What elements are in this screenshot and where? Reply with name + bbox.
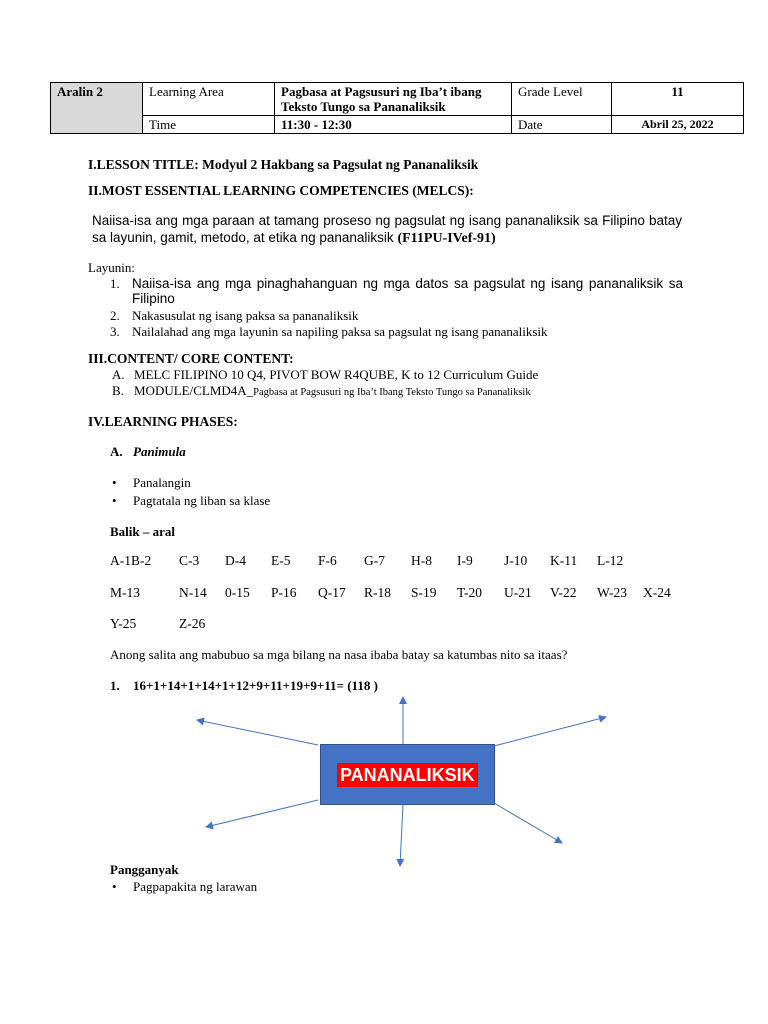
content-item-number: A. xyxy=(112,367,125,382)
list-text: Naiisa-isa ang mga pinaghahanguan ng mga datos sa pagsulat ng isang pananaliksik sa Filipino xyxy=(132,276,683,306)
arrow-upper-right xyxy=(494,717,606,746)
melcs-heading: II.MOST ESSENTIAL LEARNING COMPETENCIES (MELCS): xyxy=(88,183,474,198)
bullet-icon: • xyxy=(112,879,117,894)
arrow-lower-right xyxy=(494,803,562,843)
code-item: C-3 xyxy=(179,553,200,568)
code-item: U-21 xyxy=(504,585,532,600)
list-number: 3. xyxy=(110,324,120,339)
list-text: Nailalahad ang mga layunin sa napiling paksa sa pagsulat ng isang pananaliksik xyxy=(132,324,548,339)
code-item: T-20 xyxy=(457,585,483,600)
module-code: MODULE/CLMD4A_ xyxy=(134,383,254,398)
bullet-icon: • xyxy=(112,475,117,490)
bullet-text: Pagpapakita ng larawan xyxy=(133,879,258,894)
arrow-lower-left xyxy=(206,800,318,827)
code-item: E-5 xyxy=(271,553,291,568)
code-item: R-18 xyxy=(364,585,391,600)
code-item: H-8 xyxy=(411,553,432,568)
bullet-text: Panalangin xyxy=(133,475,191,490)
layunin-label: Layunin: xyxy=(88,260,135,275)
code-item: A-1B-2 xyxy=(110,553,152,568)
equation-text: 16+1+14+1+14+1+12+9+11+19+9+11= (118 ) xyxy=(133,678,378,693)
pangganyak-label: Pangganyak xyxy=(110,862,179,877)
bullet-icon: • xyxy=(112,493,117,508)
code-item: G-7 xyxy=(364,553,385,568)
content-heading: III.CONTENT/ CORE CONTENT: xyxy=(88,351,294,366)
arrow-upper-left xyxy=(197,720,318,745)
code-item: Y-25 xyxy=(110,616,137,631)
arrow-down xyxy=(400,804,403,866)
center-word-box xyxy=(320,744,495,805)
date-value: Abril 25, 2022 xyxy=(612,116,744,134)
time-label: Time xyxy=(143,116,275,134)
learning-area-label: Learning Area xyxy=(143,83,275,116)
code-item: D-4 xyxy=(225,553,246,568)
melcs-code: (F11PU-IVef-91) xyxy=(397,231,496,246)
lesson-title: I.LESSON TITLE: Modyul 2 Hakbang sa Pagsulat ng Pananaliksik xyxy=(88,157,479,172)
melcs-description: Naiisa-isa ang mga paraan at tamang proseso ng pagsulat ng isang pananaliksik sa Filipino batay sa layunin, gamit, metodo, at etika ng pananaliksik xyxy=(92,213,682,245)
module-title: Pagbasa at Pagsusuri ng Iba’t Ibang Teksto Tungo sa Pananaliksik xyxy=(253,387,531,398)
code-item: F-6 xyxy=(318,553,337,568)
code-item: M-13 xyxy=(110,585,140,600)
code-item: K-11 xyxy=(550,553,578,568)
equation-number: 1. xyxy=(110,678,120,693)
list-text: Nakasusulat ng isang paksa sa pananaliksik xyxy=(132,308,359,323)
question-text: Anong salita ang mabubuo sa mga bilang na nasa ibaba batay sa katumbas nito sa itaas? xyxy=(110,647,568,662)
code-item: I-9 xyxy=(457,553,473,568)
code-item: Z-26 xyxy=(179,616,206,631)
list-number: 1. xyxy=(110,276,120,291)
time-value: 11:30 - 12:30 xyxy=(275,116,512,134)
aralin-cell: Aralin 2 xyxy=(51,83,143,134)
phases-heading: IV.LEARNING PHASES: xyxy=(88,414,238,429)
code-item: S-19 xyxy=(411,585,437,600)
date-label: Date xyxy=(512,116,612,134)
bullet-text: Pagtatala ng liban sa klase xyxy=(133,493,271,508)
code-item: Q-17 xyxy=(318,585,346,600)
code-item: N-14 xyxy=(179,585,207,600)
learning-area-value: Pagbasa at Pagsusuri ng Iba’t ibang Teksto Tungo sa Pananaliksik xyxy=(275,83,512,116)
grade-level-value: 11 xyxy=(612,83,744,116)
code-item: L-12 xyxy=(597,553,624,568)
code-item: W-23 xyxy=(597,585,627,600)
code-item: P-16 xyxy=(271,585,297,600)
panimula-label: Panimula xyxy=(133,444,186,459)
code-item: 0-15 xyxy=(225,585,250,600)
list-number: 2. xyxy=(110,308,120,323)
balik-aral-label: Balik – aral xyxy=(110,524,176,539)
content-item-number: B. xyxy=(112,383,124,398)
code-item: V-22 xyxy=(550,585,577,600)
code-item: X-24 xyxy=(643,585,671,600)
center-word: PANANALIKSIK xyxy=(337,763,478,787)
code-item: J-10 xyxy=(504,553,528,568)
panimula-letter: A. xyxy=(110,444,123,459)
content-item-text: MELC FILIPINO 10 Q4, PIVOT BOW R4QUBE, K to 12 Curriculum Guide xyxy=(134,367,539,382)
grade-level-label: Grade Level xyxy=(512,83,612,116)
